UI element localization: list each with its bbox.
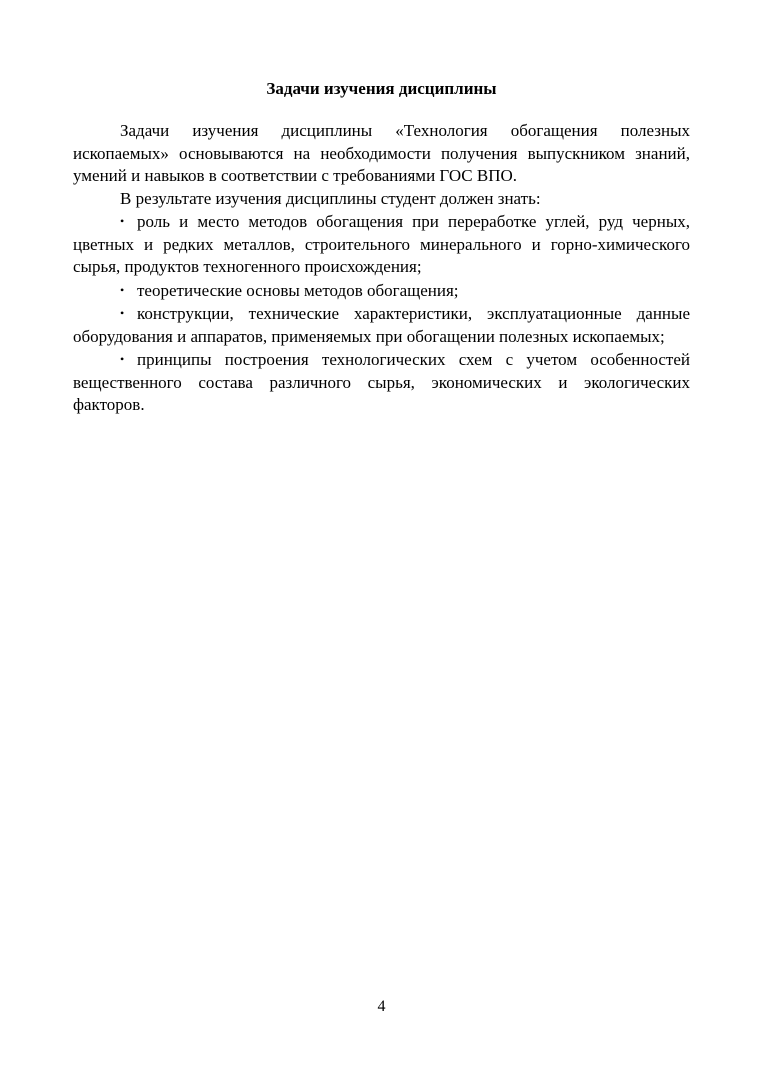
- bullet-icon: •: [120, 352, 125, 366]
- page-content: [73, 78, 690, 417]
- knowledge-lead-paragraph: В результате изучения дисциплины студент должен знать:: [120, 188, 541, 208]
- bullet-text: теоретические основы методов обогащения;: [137, 280, 459, 300]
- bullet-item-schemes: [73, 348, 690, 417]
- bullet-item-theory: [73, 279, 690, 303]
- section-title: Задачи изучения дисциплины: [266, 79, 497, 98]
- bullet-item-equipment: [73, 302, 690, 348]
- bullet-text: конструкции, технические характеристики, эксплуатационные данные оборудования и аппаратов, применяемых при обогащении полезных ископаемых;: [73, 304, 690, 346]
- bullet-icon: •: [120, 306, 125, 320]
- bullet-text: роль и место методов обогащения при переработке углей, руд черных, цветных и редких металлов, строительного минерального и горно-химического сырья, продуктов техногенного происхождения;: [73, 212, 690, 276]
- page-number: 4: [377, 998, 386, 1015]
- bullet-item-role: [73, 210, 690, 279]
- bullet-icon: •: [120, 282, 125, 297]
- bullet-icon: •: [120, 214, 125, 228]
- intro-paragraph: Задачи изучения дисциплины «Технология обогащения полезных ископаемых» основываются на необходимости получения выпускником знаний, умений и навыков в соответствии с требованиями ГОС ВПО.: [73, 121, 690, 185]
- bullet-text: принципы построения технологических схем с учетом особенностей вещественного состава различного сырья, экономических и экологических факторов.: [73, 350, 690, 414]
